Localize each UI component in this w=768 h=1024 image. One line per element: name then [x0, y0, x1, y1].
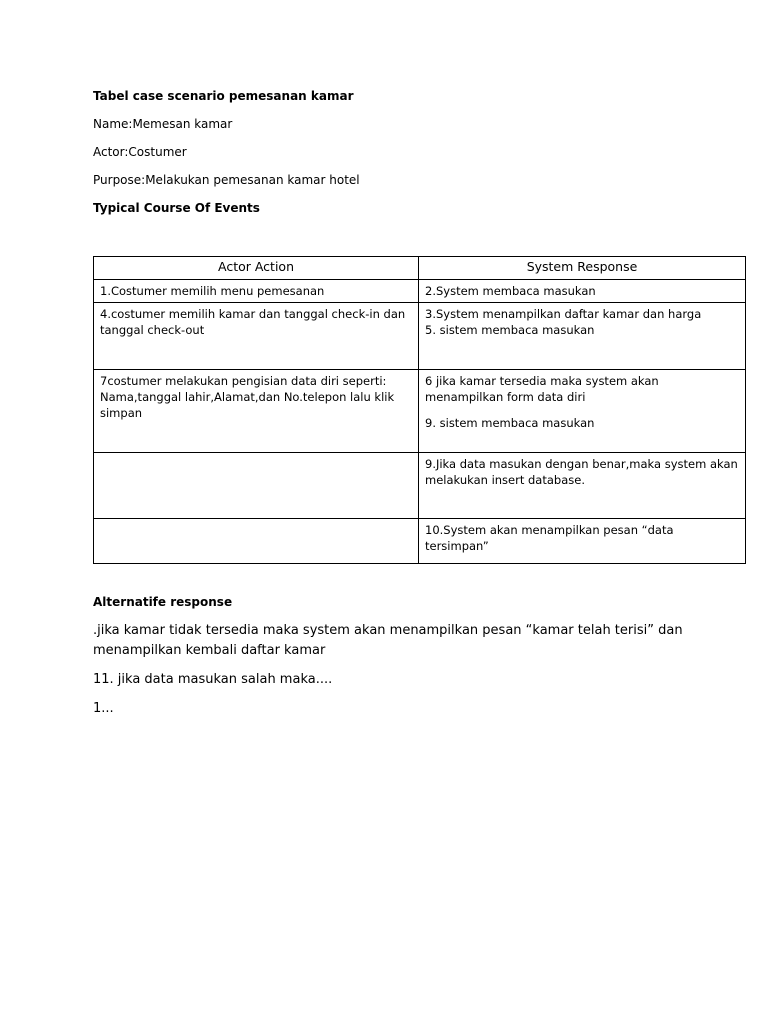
cell-text: 9.Jika data masukan dengan benar,maka system akan melakukan insert database. — [425, 457, 738, 487]
cell-text: 3.System menampilkan daftar kamar dan harga — [425, 307, 702, 321]
events-table — [93, 256, 746, 564]
cell-text: 7costumer melakukan pengisian data diri seperti: Nama,tanggal lahir,Alamat,dan No.telepon lalu klik simpan — [100, 374, 395, 420]
alternative-paragraph: .jika kamar tidak tersedia maka system akan menampilkan pesan “kamar telah terisi” dan menampilkan kembali daftar kamar — [93, 623, 683, 658]
alternative-paragraph: 1... — [93, 701, 114, 716]
actor-action-cell — [94, 453, 419, 519]
system-response-cell — [419, 370, 746, 453]
actor-action-cell — [94, 519, 419, 564]
cell-text: 4.costumer memilih kamar dan tanggal check-in dan tanggal check-out — [100, 307, 406, 337]
actor-action-cell — [94, 280, 419, 303]
system-response-cell — [419, 303, 746, 370]
cell-text: 6 jika kamar tersedia maka system akan menampilkan form data diri — [425, 374, 659, 404]
table-row — [94, 303, 746, 370]
table-header-row — [94, 257, 746, 280]
actor-action-cell — [94, 303, 419, 370]
cell-text: 2.System membaca masukan — [425, 284, 596, 298]
table-row — [94, 370, 746, 453]
cell-text: 10.System akan menampilkan pesan “data tersimpan” — [425, 523, 674, 553]
column-header-actor-action: Actor Action — [94, 257, 419, 280]
cell-spacer — [425, 405, 739, 415]
cell-text: 9. sistem membaca masukan — [425, 416, 595, 430]
purpose-line: Purpose:Melakukan pemesanan kamar hotel — [93, 173, 360, 187]
cell-text: 1.Costumer memilih menu pemesanan — [100, 284, 325, 298]
alternative-heading: Alternatife response — [93, 595, 233, 609]
table-row — [94, 453, 746, 519]
table-row — [94, 280, 746, 303]
column-header-system-response: System Response — [419, 257, 746, 280]
system-response-cell — [419, 519, 746, 564]
document-title: Tabel case scenario pemesanan kamar — [93, 89, 354, 103]
actor-line: Actor:Costumer — [93, 145, 187, 159]
alternative-paragraph: 11. jika data masukan salah maka.... — [93, 672, 333, 687]
actor-action-cell — [94, 370, 419, 453]
typical-course-heading: Typical Course Of Events — [93, 201, 260, 215]
table-row — [94, 519, 746, 564]
system-response-cell — [419, 280, 746, 303]
system-response-cell — [419, 453, 746, 519]
cell-text: 5. sistem membaca masukan — [425, 323, 595, 337]
name-line: Name:Memesan kamar — [93, 117, 233, 131]
